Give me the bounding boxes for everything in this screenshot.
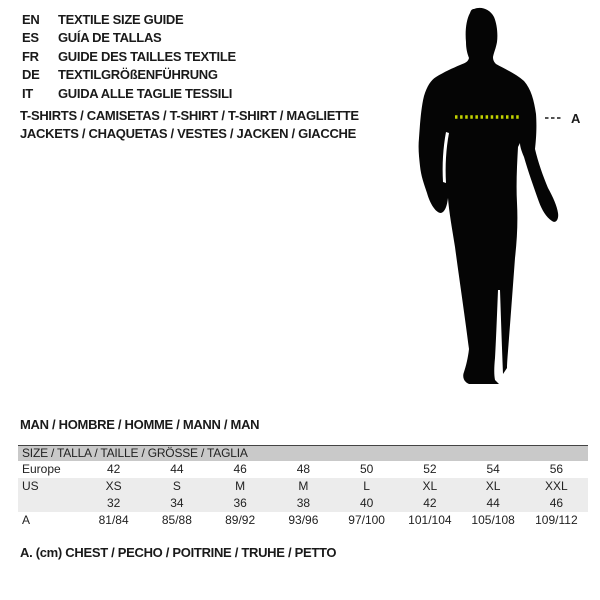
size-table [18, 445, 588, 529]
size-guide-figure [408, 0, 581, 395]
table-cell: 56 [549, 462, 564, 476]
section-title-man: MAN / HOMBRE / HOMME / MANN / MAN [20, 417, 260, 432]
table-cell: 85/88 [161, 513, 192, 527]
table-cell: M [235, 479, 246, 493]
language-row [22, 29, 236, 47]
table-cell: 93/96 [288, 513, 319, 527]
table-cell: 101/104 [408, 513, 452, 527]
row-label: US [22, 479, 39, 493]
table-row-us-numeric [18, 495, 588, 512]
table-cell: 44 [170, 462, 184, 476]
table-cell: 40 [359, 496, 374, 510]
table-cell: 81/84 [98, 513, 129, 527]
row-label [18, 495, 82, 512]
table-cell: 46 [549, 496, 564, 510]
language-code: FR [22, 48, 39, 64]
table-cell: 42 [106, 462, 121, 476]
row-label: Europe [22, 462, 61, 476]
table-row-europe [18, 461, 588, 478]
table-cell: XL [422, 479, 438, 493]
table-cell: 32 [106, 496, 121, 510]
table-cell: 50 [359, 462, 374, 476]
table-cell: 36 [233, 496, 247, 510]
row-label: A [22, 513, 31, 527]
language-row [22, 66, 236, 84]
language-guide [22, 11, 236, 103]
table-cell: 105/108 [471, 513, 515, 527]
table-cell: 42 [423, 496, 437, 510]
man-silhouette [419, 8, 559, 384]
table-cell: XXL [545, 479, 568, 493]
table-cell: 38 [296, 496, 311, 510]
table-cell: 46 [233, 462, 247, 476]
table-cell: M [298, 479, 309, 493]
language-code: EN [22, 12, 40, 27]
measure-label-a: A [571, 111, 581, 126]
language-label: TEXTILE SIZE GUIDE [58, 12, 184, 27]
language-row [22, 48, 236, 66]
language-label: GUÍA DE TALLAS [58, 30, 162, 46]
table-cell: XL [485, 479, 501, 493]
language-row [22, 11, 236, 29]
table-cell: XS [105, 479, 122, 493]
table-cell: 54 [486, 462, 500, 476]
language-label: GUIDA ALLE TAGLIE TESSILI [58, 85, 233, 101]
table-cell: 89/92 [225, 513, 256, 527]
product-types-tshirts: T-SHIRTS / CAMISETAS / T-SHIRT / T-SHIRT / MAGLIETTE [20, 108, 359, 123]
language-label: TEXTILGRÖßENFÜHRUNG [58, 67, 218, 83]
table-cell: 97/100 [348, 513, 385, 527]
table-cell: 48 [296, 462, 311, 476]
table-row-chest-a [18, 512, 588, 529]
table-cell: 109/112 [535, 513, 578, 527]
table-cell: S [172, 479, 181, 493]
table-row-us [18, 478, 588, 495]
table-cell: 34 [170, 496, 184, 510]
language-code: DE [22, 67, 40, 83]
language-row [22, 85, 236, 103]
language-code: ES [22, 30, 39, 46]
table-cell: 44 [486, 496, 500, 510]
table-cell: L [363, 479, 370, 493]
measurement-footnote: A. (cm) CHEST / PECHO / POITRINE / TRUHE / PETTO [20, 545, 337, 560]
language-label: GUIDE DES TAILLES TEXTILE [58, 48, 236, 64]
size-table-header: SIZE / TALLA / TAILLE / GRÖSSE / TAGLIA [18, 446, 588, 461]
language-code: IT [22, 85, 33, 101]
product-types-jackets: JACKETS / CHAQUETAS / VESTES / JACKEN / GIACCHE [20, 126, 356, 141]
table-cell: 52 [423, 462, 437, 476]
